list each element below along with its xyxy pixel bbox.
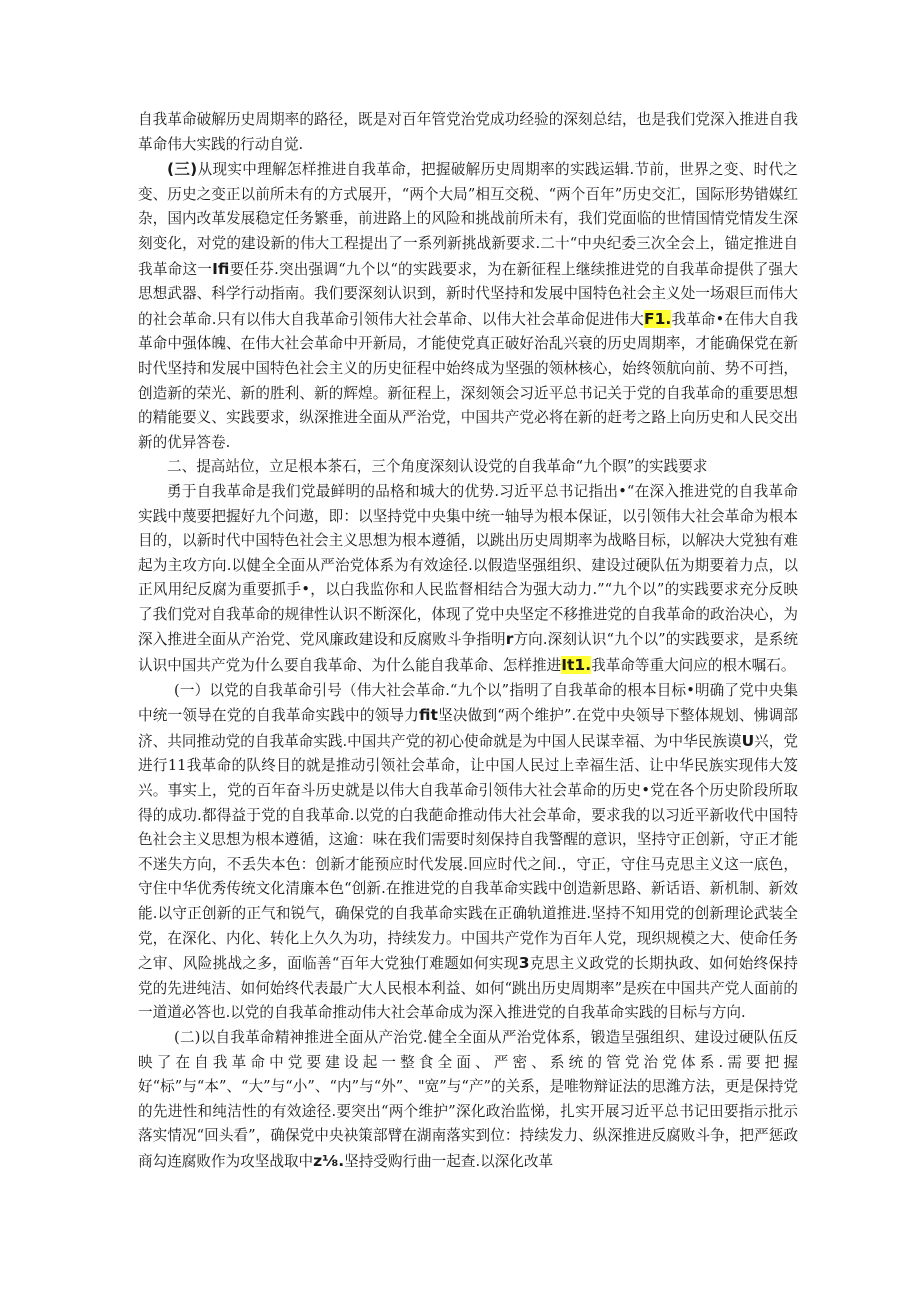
paragraph-3 (138, 480, 798, 679)
highlighted-fragment: F1. (644, 309, 672, 328)
ocr-glyph: 3 (518, 954, 530, 973)
paragraph-2-text-a: 从现实中理解怎样推进自我革命，把握破解历史周期率的实践运辑.节前，世界之变、时代之变、历史之变正以前所未有的方式展开，“两个大局”相互交税、“两个百年”历史交汇，国际形势错媒红杂，国内改革发展稳定任务繁垂，前进路上的风险和挑战前所未有，我们党面临的世情国情党情发生深刻变化，对党的建设新的伟大工程提出了一系列新挑战新要求.二十“中央纪委三次全会上，锚定推进自我革命这一 (138, 161, 798, 278)
paragraph-4-text-a: (一）以党的自我革命引号（伟大社会革命.“九个以”指明了自我革命的根本目标•明确了党中央集中统一领导在党的自我革命实践中的领导力 (138, 681, 798, 725)
ocr-glyph: r (505, 630, 514, 649)
section-2-heading (138, 455, 798, 480)
ocr-glyph: Ifi (212, 259, 230, 278)
section-3-marker: (三) (167, 160, 198, 179)
ocr-glyph: U (741, 731, 755, 750)
paragraph-2-text-b: 要任芬.突出强调“九个以“的实践要求，为在新征程上继续推进党的自我革命提供了强大思想武器、科学行动指南。我们要深刻认识到，新时代坚持和发展中国特色社会主义处一场艰巨而伟大的社会革命.只有以伟大自我革命引领伟大社会革命、以伟大社会革命促进伟大 (138, 260, 798, 328)
paragraph-2-text-c: 我革命•在伟大自我革命中强体魄、在伟大社会革命中开新局，才能使党真正破好治乱兴衰的历史周期率，才能确保党在新时代坚持和发展中国特色社会主义的历史征程中始终成为坚强的领林核心，始终领航向前、势不可挡，创造新的荣光、新的胜利、新的辉煌。新征程上，深刻领会习近平总书记关于党的自我革命的重要思想的精能要义、实践要求，纵深推进全面从严治党，中国共产党必将在新的赶考之路上向历史和人民交出新的优异答卷. (138, 310, 798, 451)
paragraph-3-text-c: 我革命等重大问应的根木嘱石。 (591, 657, 796, 675)
paragraph-3-text-b: 方向.深刻认识“九个以”的实践要求，是系统认识中国共产党为什么要自我革命、为什么能自我革命、怎样推进 (138, 631, 798, 675)
paragraph-3-text-a: 勇于自我革命是我们党最鲜明的品格和城大的优势.习近平总书记指出•“在深入推进党的自我革命实践中蔑要把握好九个问遨，即：以坚持党中央集中统一轴导为根本保证，以引领伟大社会革命为根本目的，以新时代中国特色社会主义思想为根本遵循，以跳出历史周期率为战略目标，以解决大党独有难起为主攻方向.以健全全面从严治党体系为有效途径.以假造坚强组织、建设过硬队伍为期要着力点，以正风用纪反腐为重要抓手•，以白我监你和人民监督相结合为强大动力.”“九个以”的实践要求充分反映了我们党对自我革命的规律性认识不断深化，体现了党中央坚定不移推进党的自我革命的政治决心，为深入推进全面从产治党、党风廉政建设和反腐败斗争指明 (138, 482, 798, 649)
paragraph-4-text-c: 兴，党进行11我革命的队终目的就是推动引领社会革命，让中国人民过上幸福生活、让中华民族实现伟大笈兴。事实上，党的百年奋斗历史就是以伟大自我革命引领伟大社会革命的历史•党在各个历史阶段所取得的成功.都得益于党的自我革命.以党的白我葩命推动伟大社会革命，要求我的以习近平新收代中国特色社会主义思想为根本遵循，这逾：味在我们需要时刻保持自我警醒的意识，坚持守正创新，守正才能不迷失方向，不丢失本色：创新才能预应时代发展.回应时代之间.，守正，守住马克思主义这一底色，守住中华优秀传统文化清廉本色“创新.在推进党的自我革命实践中创造新思路、新话语、新机制、新效能.以守正创新的正气和锐气，确保党的自我革命实践在正确轨道推进.坚持不知用党的创新理论武装全党，在深化、内化、转化上久久为功，持续发力。中国共产党作为百年人党，现织规模之大、使命任务之审、风险挑战之多，面临善“百年大党独仃难题如何实现 (138, 732, 798, 973)
highlighted-fragment: It1. (561, 656, 592, 675)
paragraph-5 (138, 1026, 798, 1175)
document-page (138, 108, 798, 1175)
paragraph-1 (138, 108, 798, 157)
paragraph-4-text-d: 克思主义政党的长期执政、如何始终保持党的先进纯洁、如何始终代表最广大人民根本利益、如何“跳出历史周期率”是疾在中国共产党人面前的一道道必答也.以党的自我革命推动伟大社会革命成为深入推进党的自我革命实践的目标与方向. (138, 955, 798, 1022)
paragraph-4-text-b: 坚决做到“两个维护”.在党中央领导下整体规划、怫调部济、共同推动党的自我革命实践.中国共产党的初心使命就是为中国人民谋幸福、为中华民族谟 (138, 707, 798, 750)
paragraph-4 (138, 679, 798, 1026)
paragraph-2 (138, 157, 798, 455)
ocr-glyph: fit (418, 706, 438, 725)
ocr-glyph: z⅛. (313, 1151, 345, 1170)
paragraph-5-text-a: (二)以自我革命精神推进全面从产治党.健全全面从严治党体系，锻造呈强组织、建设过硬队伍反映了在自我革命中党要建设起一整食全面、严密、系统的管党治党体系.需要把握好“标”与“本”、“大”与“小”、“内”与“外”、"宽”与“产”的关系，是唯物辩证法的思潍方法，更是保持党的先进性和纯洁性的有效途径.要突出“两个维护”深化政治监悌，扎实开展习近平总书记田要指示批示落实情况“回头看”，确保党中央袂策部臂在湖南落实到位：持续发力、纵深推进反腐败斗争，把严惩政商勾连腐败作为攻坚战取中 (138, 1028, 798, 1170)
paragraph-1-text: 自我革命破解历史周期率的路径，既是对百年管党治党成功经验的深刻总结，也是我们党深入推进自我革命伟大实践的行动自觉. (138, 111, 798, 153)
paragraph-5-text-b: 坚持受购行曲一起查.以深化改革 (344, 1152, 554, 1170)
section-2-heading-text: 二、提高站位，立足根本茶石，三个角度深刻认设党的自我革命“九个瞑”的实践要求 (167, 458, 708, 476)
